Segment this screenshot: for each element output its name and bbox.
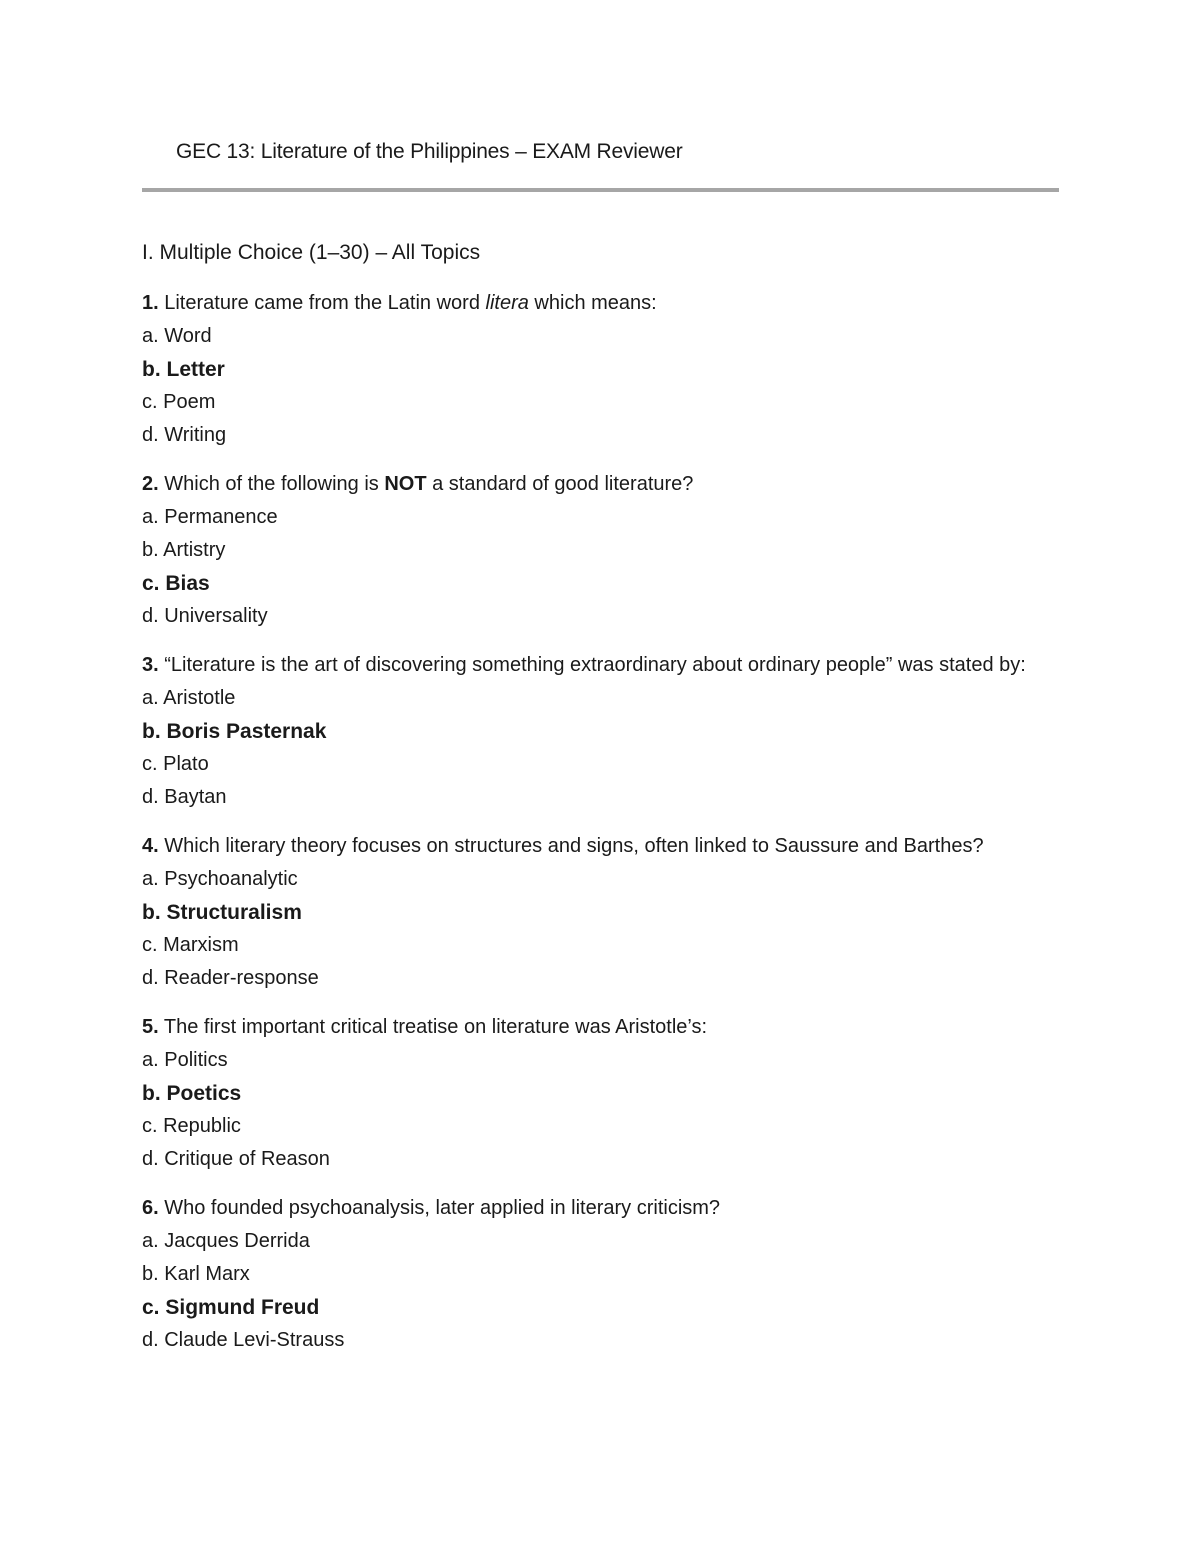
document-title: GEC 13: Literature of the Philippines – EXAM Reviewer [176,140,683,163]
question-number: 3. [142,654,159,676]
answer-option-c: c. Poem [142,391,216,413]
question-text [142,649,1062,682]
answer-option-d: d. Writing [142,424,227,446]
question-emphasis: litera [485,292,529,314]
question-text-part: “Literature is the art of discovering something extraordinary about ordinary people” was stated by: [158,654,1026,676]
question-text-part: Which literary theory focuses on structures and signs, often linked to Saussure and Barthes? [158,835,984,857]
question-number: 4. [142,835,159,857]
question-text [142,468,1062,501]
question-6 [142,1192,1062,1357]
answer-option-a: a. Psychoanalytic [142,868,298,890]
question-2 [142,468,1062,633]
answer-option-c-correct: c. Bias [142,572,210,595]
answer-option-d: d. Critique of Reason [142,1148,330,1170]
answer-option-c: c. Plato [142,753,209,775]
answer-option-c: c. Marxism [142,934,239,956]
question-text-part: Literature came from the Latin word [158,292,486,314]
answer-option-b-correct: b. Structuralism [142,901,302,924]
question-3 [142,649,1062,814]
answer-option-b-correct: b. Poetics [142,1082,242,1105]
question-text [142,287,1062,320]
question-number: 2. [142,473,159,495]
question-1 [142,287,1062,452]
answer-option-a: a. Aristotle [142,687,236,709]
question-text [142,830,1062,863]
question-text [142,1192,1062,1225]
answer-option-d: d. Universality [142,605,268,627]
answer-option-b-correct: b. Boris Pasternak [142,720,327,743]
answer-option-d: d. Claude Levi-Strauss [142,1329,345,1351]
question-text [142,1011,1062,1044]
answer-option-a: a. Politics [142,1049,228,1071]
question-emphasis: NOT [384,473,427,495]
section-heading: I. Multiple Choice (1–30) – All Topics [142,241,481,264]
document-body [142,238,1062,1373]
question-text-part: which means: [528,292,657,314]
question-text-part: The first important critical treatise on literature was Aristotle’s: [158,1016,708,1038]
answer-option-d: d. Reader-response [142,967,319,989]
answer-option-d: d. Baytan [142,786,227,808]
answer-option-b-correct: b. Letter [142,358,225,381]
title-divider [142,188,1059,192]
question-5 [142,1011,1062,1176]
answer-option-a: a. Permanence [142,506,278,528]
answer-option-a: a. Word [142,325,212,347]
question-text-part: Who founded psychoanalysis, later applied in literary criticism? [158,1197,721,1219]
answer-option-b: b. Karl Marx [142,1263,250,1285]
answer-option-b: b. Artistry [142,539,226,561]
question-4 [142,830,1062,995]
question-text-part: a standard of good literature? [426,473,694,495]
question-number: 1. [142,292,159,314]
answer-option-c-correct: c. Sigmund Freud [142,1296,320,1319]
answer-option-a: a. Jacques Derrida [142,1230,310,1252]
answer-option-c: c. Republic [142,1115,241,1137]
question-number: 5. [142,1016,159,1038]
question-number: 6. [142,1197,159,1219]
question-text-part: Which of the following is [158,473,385,495]
